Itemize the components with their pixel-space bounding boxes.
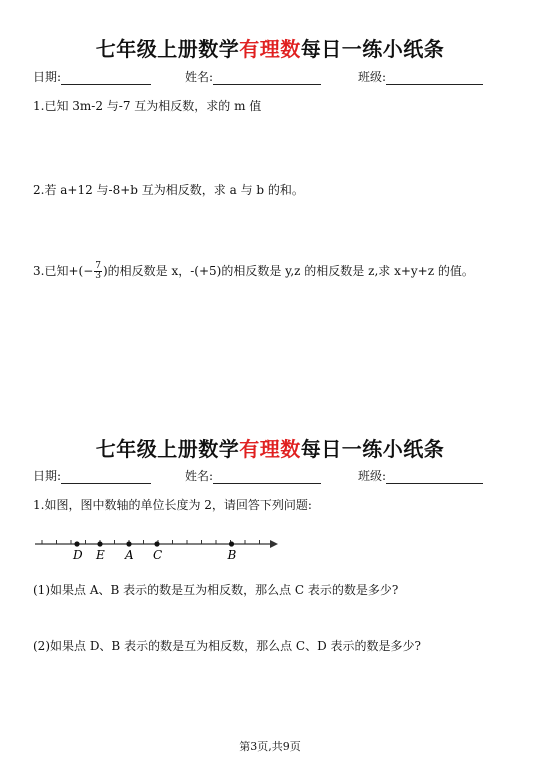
page-footer: 第3页,共9页 bbox=[239, 740, 301, 753]
class-label: 班级: bbox=[358, 70, 387, 84]
point-b-label: B bbox=[227, 548, 237, 562]
class-blank bbox=[386, 71, 483, 85]
class-blank bbox=[386, 470, 483, 484]
sheet1-title bbox=[0, 33, 540, 62]
point-b-dot bbox=[229, 541, 234, 546]
title-prefix: 七年级上册数学 bbox=[95, 37, 240, 61]
title-suffix: 每日一练小纸条 bbox=[300, 437, 445, 461]
q3-denominator: 3 bbox=[95, 271, 101, 281]
name-label: 姓名: bbox=[185, 70, 214, 84]
point-c-label: C bbox=[153, 548, 163, 562]
date-blank bbox=[61, 470, 151, 484]
name-label: 姓名: bbox=[185, 469, 214, 483]
name-blank bbox=[213, 470, 321, 484]
number-line bbox=[30, 532, 280, 564]
date-blank bbox=[61, 71, 151, 85]
class-label: 班级: bbox=[358, 469, 387, 483]
point-e-label: E bbox=[96, 548, 105, 562]
date-field bbox=[33, 467, 151, 484]
date-label: 日期: bbox=[33, 469, 62, 483]
q3-prefix: 3.已知+( bbox=[33, 264, 84, 278]
point-d-label: D bbox=[73, 548, 83, 562]
number-line-arrow bbox=[270, 540, 278, 548]
point-e-dot bbox=[97, 541, 102, 546]
point-d-dot bbox=[74, 541, 79, 546]
name-field bbox=[185, 68, 321, 85]
q3-fraction bbox=[94, 262, 102, 281]
title-highlight: 有理数 bbox=[239, 37, 301, 61]
class-field bbox=[358, 68, 483, 85]
title-suffix: 每日一练小纸条 bbox=[300, 37, 445, 61]
sheet2-subquestion-1: (1)如果点 A、B 表示的数是互为相反数，那么点 C 表示的数是多少? bbox=[33, 583, 399, 597]
name-blank bbox=[213, 71, 321, 85]
sheet1-question-1: 1.已知 3m-2 与-7 互为相反数，求的 m 值 bbox=[33, 99, 262, 113]
q3-suffix: )的相反数是 x，-(+5)的相反数是 y,z 的相反数是 z,求 x+y+z 的值。 bbox=[102, 264, 474, 278]
q3-numerator: 7 bbox=[95, 261, 101, 271]
sheet1-question-3 bbox=[33, 262, 474, 281]
sheet2-title bbox=[0, 433, 540, 462]
point-c-dot bbox=[154, 541, 159, 546]
point-a-dot bbox=[126, 541, 131, 546]
point-a-label: A bbox=[125, 548, 134, 562]
name-field bbox=[185, 467, 321, 484]
date-label: 日期: bbox=[33, 70, 62, 84]
sheet1-question-2: 2.若 a+12 与-8+b 互为相反数，求 a 与 b 的和。 bbox=[33, 183, 304, 197]
sheet2-question-1: 1.如图，图中数轴的单位长度为 2，请回答下列问题: bbox=[33, 498, 312, 512]
title-prefix: 七年级上册数学 bbox=[95, 437, 240, 461]
title-highlight: 有理数 bbox=[239, 437, 301, 461]
sheet2-subquestion-2: (2)如果点 D、B 表示的数是互为相反数，那么点 C、D 表示的数是多少? bbox=[33, 639, 421, 653]
class-field bbox=[358, 467, 483, 484]
date-field bbox=[33, 68, 151, 85]
q3-minus: − bbox=[83, 264, 94, 278]
